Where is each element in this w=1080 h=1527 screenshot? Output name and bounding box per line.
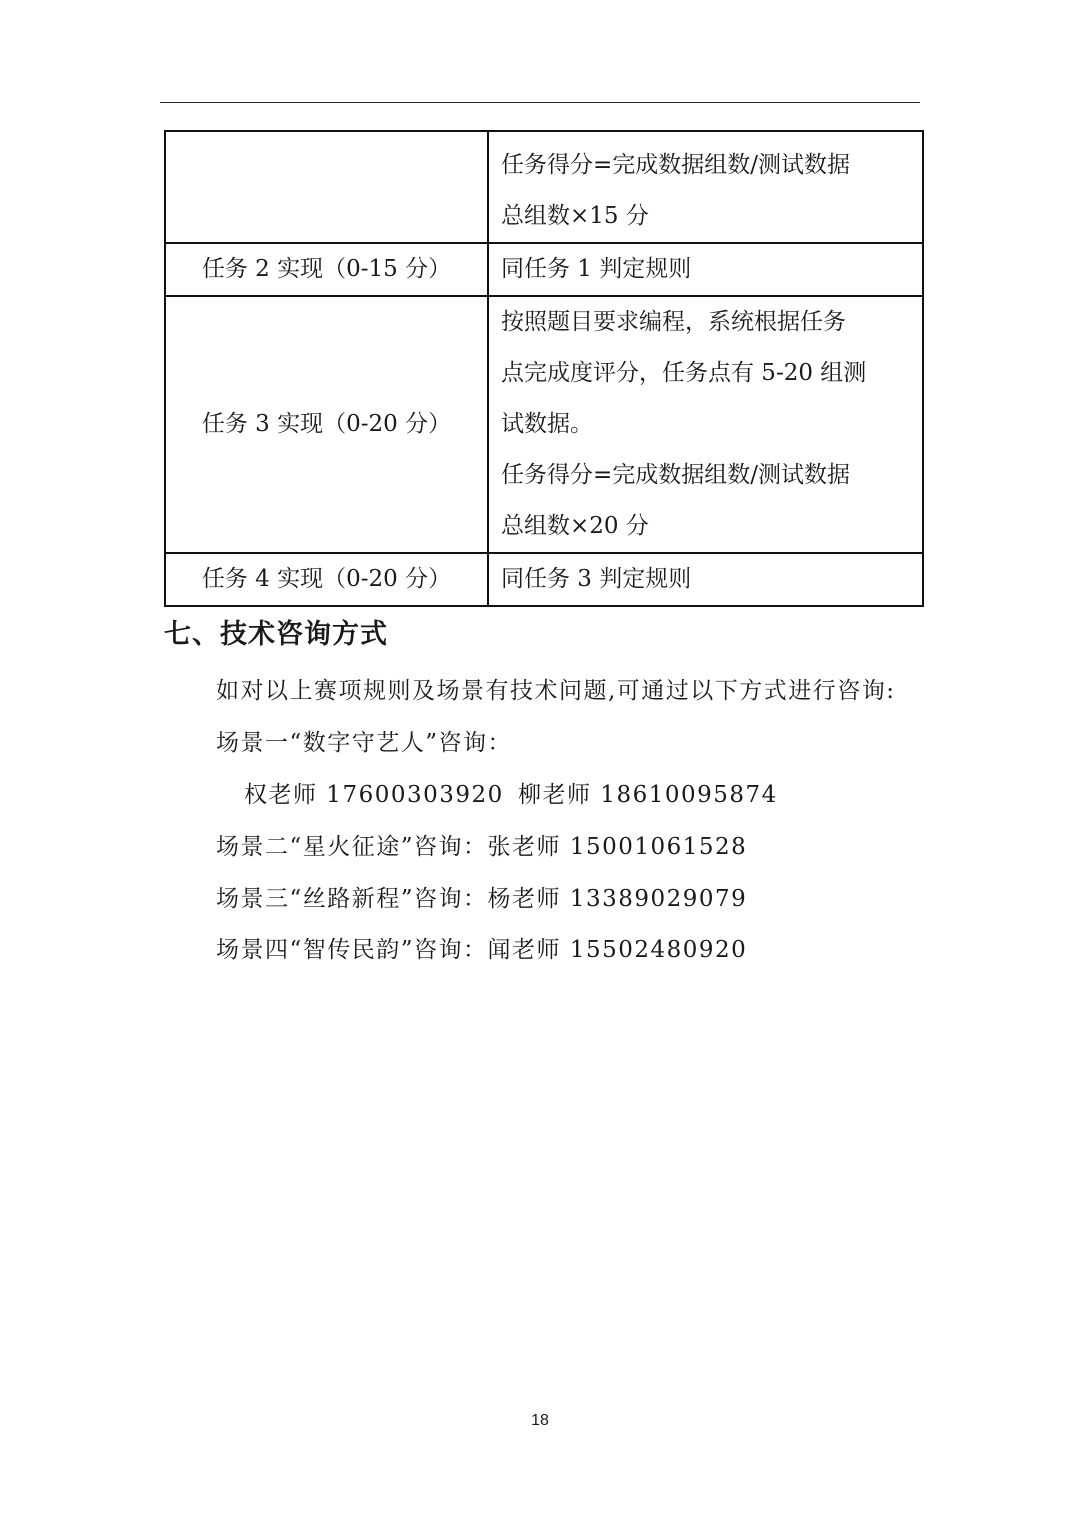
scene3-contact: 场景三“丝路新程”咨询：杨老师 13389029079 [216, 886, 748, 912]
table-row [165, 553, 923, 606]
table-row [165, 296, 923, 553]
table-cell-task: 任务 3 实现（0-20 分） [165, 296, 488, 553]
scene2-contact: 场景二“星火征途”咨询：张老师 15001061528 [216, 834, 748, 860]
table-row [165, 131, 923, 243]
table-cell-rule [488, 296, 923, 553]
rule-line: 任务得分=完成数据组数/测试数据 [501, 152, 851, 178]
contact-quan: 权老师 17600303920 [244, 782, 504, 808]
section-title: 七、技术咨询方式 [164, 619, 388, 650]
table-row [165, 243, 923, 296]
page-number: 18 [531, 1412, 549, 1429]
rule-line: 总组数×20 分 [501, 513, 649, 539]
rule-line: 任务得分=完成数据组数/测试数据 [501, 462, 851, 488]
rule-line: 按照题目要求编程，系统根据任务 [501, 309, 846, 335]
contact-liu: 柳老师 18610095874 [518, 782, 778, 808]
intro-paragraph: 如对以上赛项规则及场景有技术问题,可通过以下方式进行咨询: [216, 678, 896, 704]
table-cell-rule [488, 553, 923, 606]
rule-line: 试数据。 [501, 411, 593, 437]
scene4-contact: 场景四“智传民韵”咨询：闻老师 15502480920 [216, 937, 748, 963]
table-cell-task [165, 131, 488, 243]
table-cell-rule [488, 131, 923, 243]
rule-line: 总组数×15 分 [501, 203, 649, 229]
scoring-table [164, 130, 924, 607]
scene1-label: 场景一“数字守艺人”咨询： [216, 730, 513, 756]
rule-line: 同任务 3 判定规则 [501, 566, 692, 592]
table-cell-task: 任务 2 实现（0-15 分） [165, 243, 488, 296]
table-cell-rule [488, 243, 923, 296]
rule-line: 点完成度评分，任务点有 5-20 组测 [501, 360, 867, 386]
rule-line: 同任务 1 判定规则 [501, 256, 692, 282]
table-cell-task: 任务 4 实现（0-20 分） [165, 553, 488, 606]
header-rule [160, 102, 920, 103]
